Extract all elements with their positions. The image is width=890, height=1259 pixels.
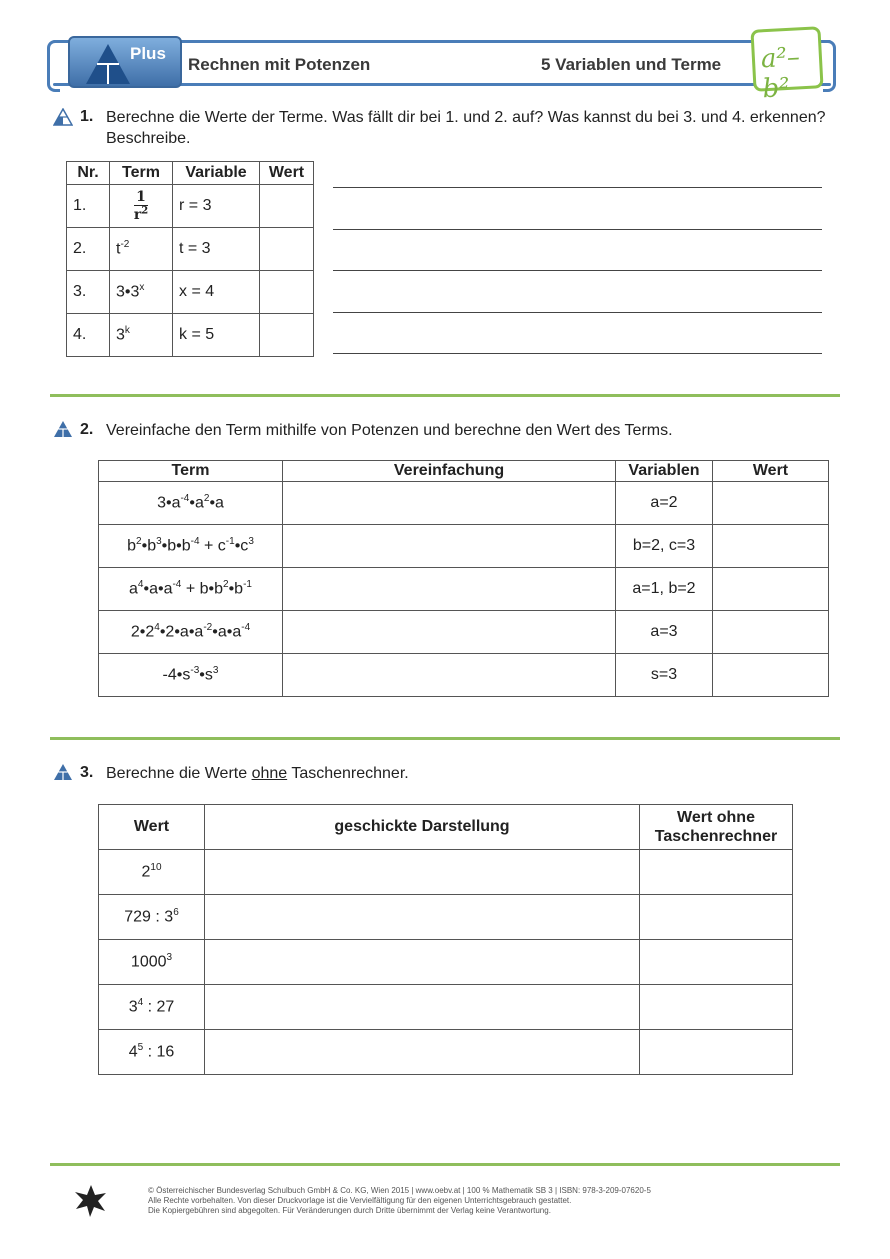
row-variable: r = 3 (173, 185, 260, 228)
representation-cell[interactable] (205, 895, 640, 940)
row-nr: 1. (67, 185, 110, 228)
simplification-cell[interactable] (283, 611, 616, 654)
answer-line[interactable] (333, 353, 822, 354)
table-row (99, 482, 829, 525)
difficulty-outline-pyramid-icon (53, 108, 73, 126)
value-cell: $2^{10}$ (99, 850, 205, 895)
task2-number: 2. (80, 421, 94, 438)
difficulty-pyramid-icon (53, 763, 73, 781)
answer-cell[interactable] (640, 895, 793, 940)
value-cell: 729 : $3^6$ (99, 895, 205, 940)
table-row (67, 185, 314, 228)
task1-number: 1. (80, 108, 94, 125)
difficulty-pyramid-icon (53, 420, 73, 438)
simplification-cell[interactable] (283, 654, 616, 697)
variables-cell: s=3 (616, 654, 713, 697)
chalk-formula: a²–b² (760, 42, 801, 105)
variables-cell: b=2, c=3 (616, 525, 713, 568)
row-nr: 3. (67, 271, 110, 314)
task3-table (98, 804, 793, 1075)
answer-cell[interactable] (260, 228, 314, 271)
fees-line: Die Kopiergebühren sind abgegolten. Für Veränderungen durch Dritte übernimmt der Verlag keine Verantwortung. (148, 1206, 551, 1215)
answer-cell[interactable] (640, 1030, 793, 1075)
section-divider (50, 737, 840, 740)
representation-cell[interactable] (205, 850, 640, 895)
answer-cell[interactable] (713, 482, 829, 525)
table-row (99, 654, 829, 697)
row-term: 3•3$^x$ (110, 271, 173, 314)
answer-cell[interactable] (260, 314, 314, 357)
answer-cell[interactable] (260, 185, 314, 228)
chalk-formula-badge (750, 26, 823, 105)
term-cell: $b^2•b^3•b•b^{-4}$ + $c^{-1}•c^3$ (99, 525, 283, 568)
col-header: Wert (99, 805, 205, 850)
fraction-denominator: $r^2$ (133, 205, 149, 224)
representation-cell[interactable] (205, 1030, 640, 1075)
value-cell: 1000$^3$ (99, 940, 205, 985)
col-header: Term (110, 162, 173, 185)
table-row (99, 525, 829, 568)
answer-cell[interactable] (713, 654, 829, 697)
row-term: $t^{-2}$ (110, 228, 173, 271)
col-header: geschickte Darstellung (205, 805, 640, 850)
table-row (99, 1030, 793, 1075)
task1-table (66, 161, 314, 357)
chapter-title: 5 Variablen und Terme (541, 55, 722, 74)
fraction-numerator: 1 (136, 188, 146, 205)
col-header: Wert (260, 162, 314, 185)
rights-line: Alle Rechte vorbehalten. Von dieser Druckvorlage ist die Vervielfältigung für den eigenen Unterrichtsgebrauch gestattet. (148, 1196, 572, 1205)
value-cell: $3^4$ : 27 (99, 985, 205, 1030)
header-right-bracket (823, 40, 836, 92)
value-cell: $4^5$ : 16 (99, 1030, 205, 1075)
variables-cell: a=2 (616, 482, 713, 525)
answer-cell[interactable] (640, 850, 793, 895)
pyramid-icon (84, 42, 132, 86)
simplification-cell[interactable] (283, 525, 616, 568)
simplification-cell[interactable] (283, 568, 616, 611)
answer-line[interactable] (333, 270, 822, 271)
col-header: Wert (713, 461, 829, 482)
copyright-notice (148, 1186, 651, 1216)
term-cell: $3•a^{-4}•a^2•a$ (99, 482, 283, 525)
col-header: Wert ohne Taschenrechner (640, 805, 793, 850)
answer-line[interactable] (333, 312, 822, 313)
term-fraction (110, 185, 173, 228)
task3-text: Berechne die Werte ohne Taschenrechner. (106, 765, 409, 782)
copyright-line: © Österreichischer Bundesverlag Schulbuch GmbH & Co. KG, Wien 2015 | www.oebv.at | 100 % Mathematik SB 3 | ISBN: 978-3-209-07620-5 (148, 1186, 651, 1195)
row-variable: x = 4 (173, 271, 260, 314)
table-row (67, 314, 314, 357)
section-divider (50, 394, 840, 397)
table-row (99, 985, 793, 1030)
table-row (67, 228, 314, 271)
representation-cell[interactable] (205, 985, 640, 1030)
logo-word: Plus (130, 44, 166, 63)
table-row (99, 611, 829, 654)
answer-cell[interactable] (713, 525, 829, 568)
representation-cell[interactable] (205, 940, 640, 985)
task2-table (98, 460, 829, 697)
answer-cell[interactable] (713, 611, 829, 654)
row-term: 3$^k$ (110, 314, 173, 357)
row-nr: 2. (67, 228, 110, 271)
simplification-cell[interactable] (283, 482, 616, 525)
table-row (99, 940, 793, 985)
variables-cell: a=3 (616, 611, 713, 654)
row-nr: 4. (67, 314, 110, 357)
table-row (99, 895, 793, 940)
table-row (67, 271, 314, 314)
variables-cell: a=1, b=2 (616, 568, 713, 611)
col-header: Term (99, 461, 283, 482)
header-left-bracket (47, 40, 60, 92)
term-cell: $2•2^4•2•a•a^{-2}•a•a^{-4}$ (99, 611, 283, 654)
plus-logo (68, 36, 182, 88)
col-header: Nr. (67, 162, 110, 185)
section-title: Rechnen mit Potenzen (188, 55, 371, 74)
task2-text: Vereinfache den Term mithilfe von Potenzen und berechne den Wert des Terms. (106, 422, 673, 439)
table-row (99, 568, 829, 611)
answer-cell[interactable] (260, 271, 314, 314)
col-header: Vereinfachung (283, 461, 616, 482)
answer-cell[interactable] (713, 568, 829, 611)
task3-number: 3. (80, 764, 94, 781)
answer-cell[interactable] (640, 940, 793, 985)
row-variable: k = 5 (173, 314, 260, 357)
table-row (99, 850, 793, 895)
col-header: Variable (173, 162, 260, 185)
col-header: Variablen (616, 461, 713, 482)
emphasis-ohne: ohne (251, 765, 288, 782)
term-cell: $a^4•a•a^{-4}$ + $b•b^2•b^{-1}$ (99, 568, 283, 611)
term-cell: $-4•s^{-3}•s^3$ (99, 654, 283, 697)
publisher-logo-icon (72, 1183, 110, 1219)
row-variable: t = 3 (173, 228, 260, 271)
answer-line[interactable] (333, 187, 822, 188)
footer-divider (50, 1163, 840, 1166)
answer-line[interactable] (333, 229, 822, 230)
answer-cell[interactable] (640, 985, 793, 1030)
task1-text: Berechne die Werte der Terme. Was fällt dir bei 1. und 2. auf? Was kannst du bei 3. und 4. erkennen? Beschreibe. (106, 109, 826, 147)
